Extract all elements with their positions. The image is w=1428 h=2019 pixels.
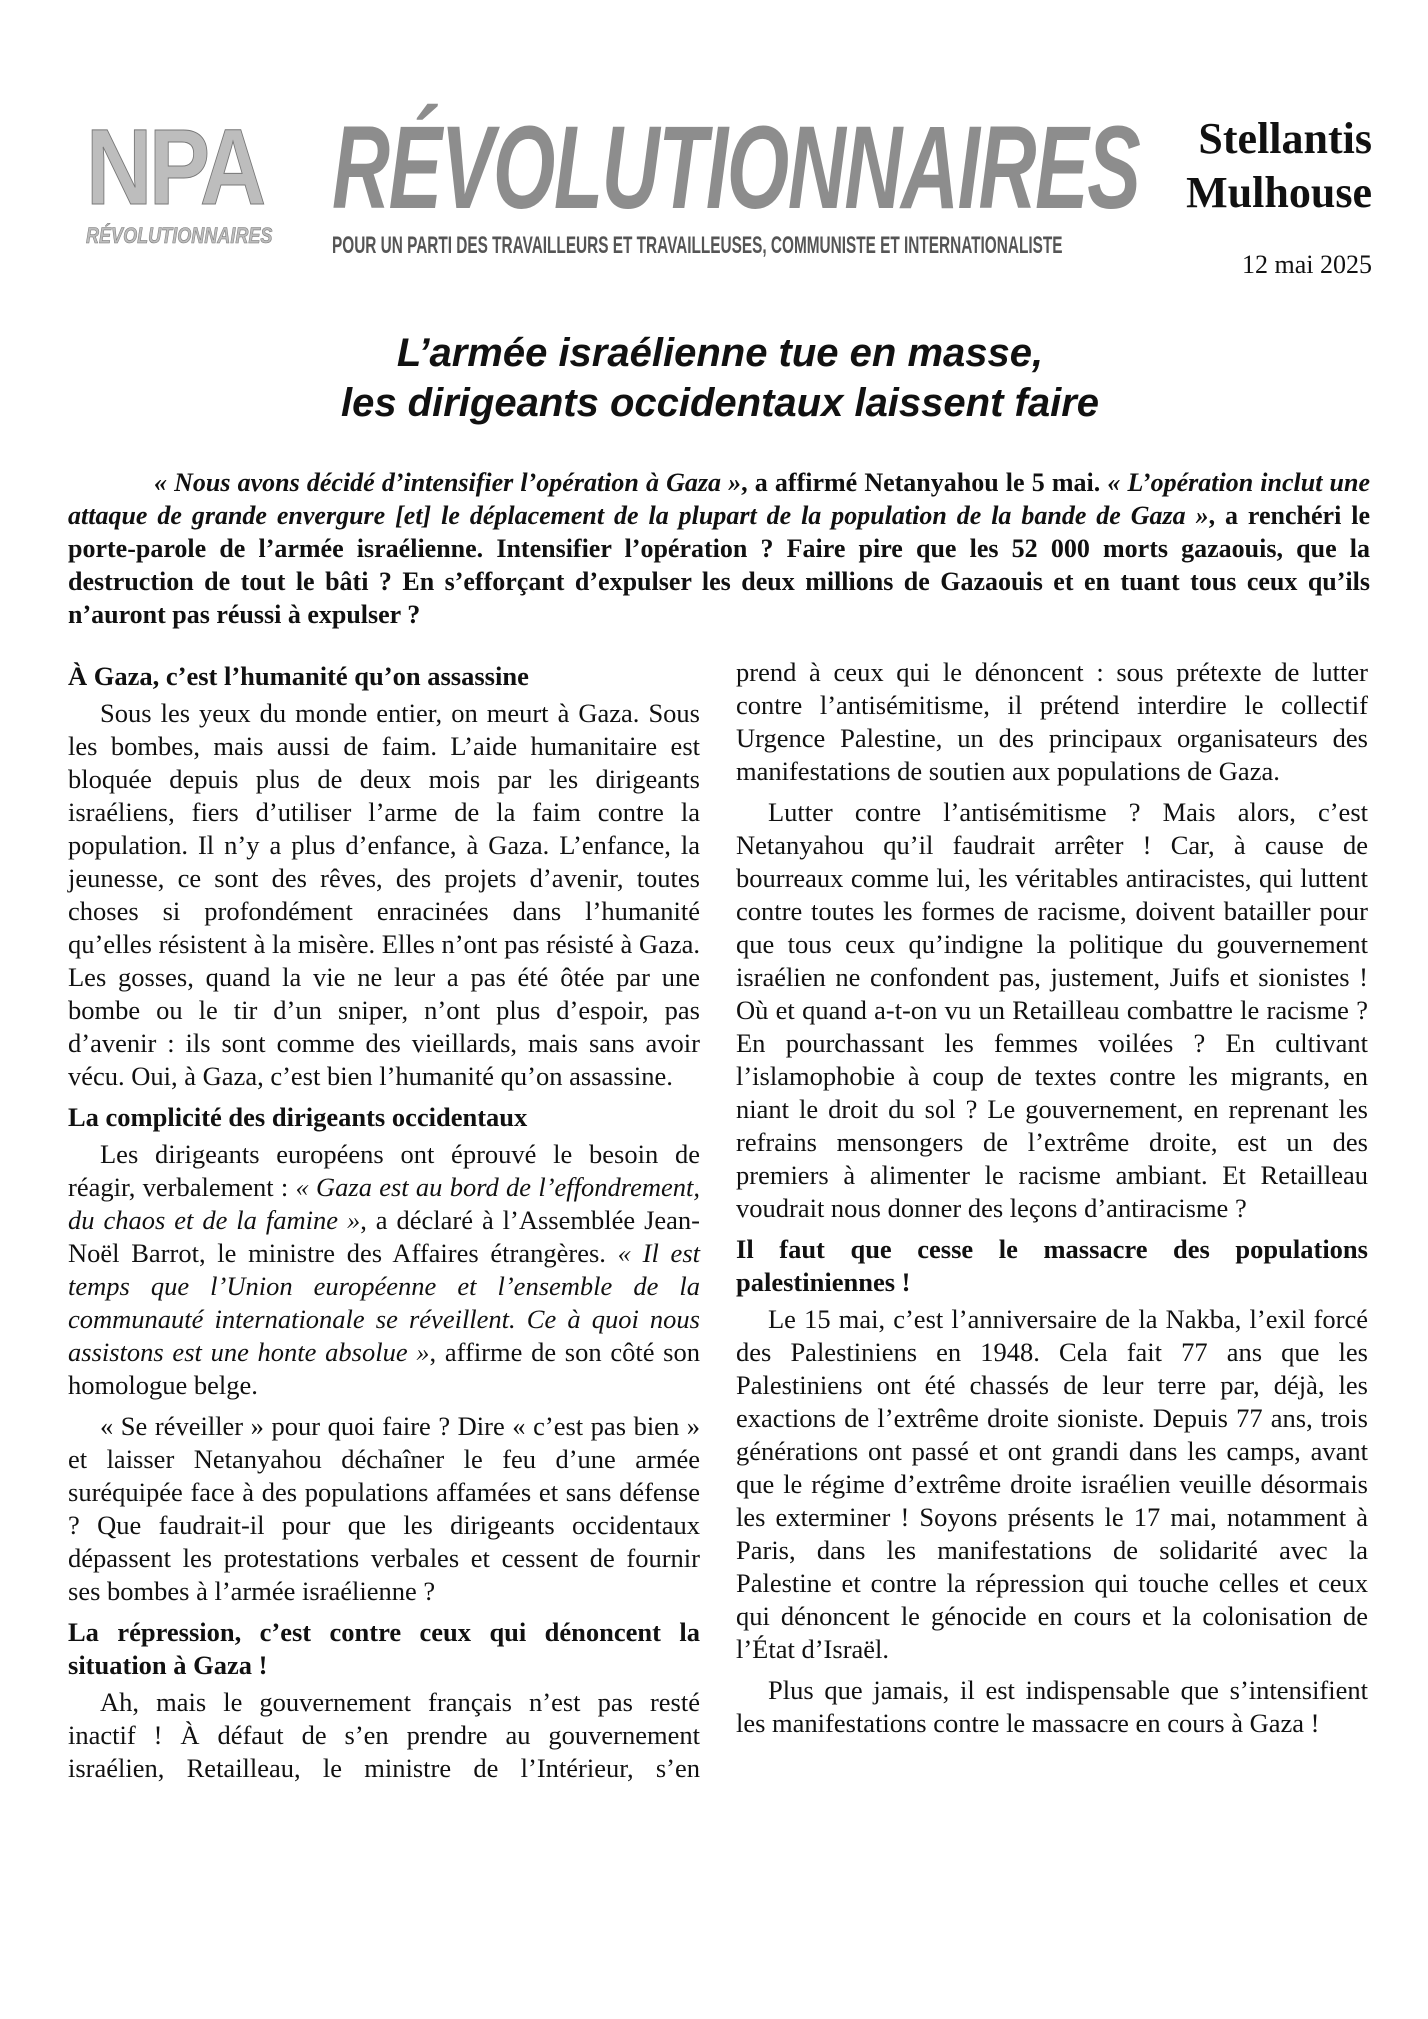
quote-belgian-minister: « Il est temps que l’Union européenne et l’ensemble de la communauté internationale se réveillent. Ce à quoi nous assistons est une honte absolue » [68,1238,700,1367]
section-3-paragraph-1-end: prend à ceux qui le dénoncent : sous prétexte de lutter contre l’antisémitisme, il prétend interdire le collectif Urgence Palestine, un des principaux organisateurs des manifestations de soutien aux populations de Gaza. [736,657,1368,786]
npa-logo [86,106,286,248]
quote-barrot: « Gaza est au bord de l’effondrement, du chaos et de la famine » [68,1172,700,1235]
lead-text-2: , a renchéri le porte-parole de l’armée israélienne. Intensifier l’opération ? Faire pire que les 52 000 morts gazaouis, que la destruction de tout le bâti ? En s’efforçant d’expulser les deux millions de Gazaouis et en tuant tous ceux qu’ils n’auront pas réussi à expulser ? [68,501,1370,629]
npa-logo-subtitle: RÉVOLUTIONNAIRES [86,223,273,248]
section-heading-2: La complicité des dirigeants occidentaux [68,1102,528,1132]
workplace-name [1186,112,1372,220]
workplace-line-1: Stellantis [1198,114,1372,163]
text-run: Les dirigeants européens ont éprouvé le besoin de réagir, verbalement : [68,1139,700,1202]
workplace-line-2: Mulhouse [1186,168,1372,217]
issue-date: 12 mai 2025 [1242,250,1372,279]
title-line-1: L’armée israélienne tue en masse, [396,331,1044,375]
section-2-paragraph-2: « Se réveiller » pour quoi faire ? Dire « c’est pas bien » et laisser Netanyahou déchaîner le feu d’une armée suréquipée face à des populations affamées et sans défense ? Que faudrait-il pour que les dirigeants occidentaux dépassent les protestations verbales et cessent de fournir ses bombes à l’armée israélienne ? [68,1411,700,1606]
section-3-paragraph-2: Lutter contre l’antisémitisme ? Mais alors, c’est Netanyahou qu’il faudrait arrêter ! Car, à cause de bourreaux comme lui, les véritables antiracistes, qui luttent contre toutes les formes de racisme, doivent batailler pour que tous ceux qu’indigne la politique du gouvernement israélien ne confondent pas, justement, Juifs et sionistes ! Où et quand a-t-on vu un Retailleau combattre le racisme ? En pourchassant les femmes voilées ? En cultivant l’islamophobie à coup de textes contre les migrants, en niant le droit du sol ? Le gouvernement, en reprenant les refrains mensongers de l’extrême droite, est un des premiers à alimenter le racisme ambiant. Et Retailleau voudrait nous donner des leçons d’antiracisme ? [736,797,1368,1223]
lead-text-1: , a affirmé Netanyahou le 5 mai. [741,468,1108,497]
right-column [736,656,1368,1748]
lead-quote-2: « L’opération inclut une attaque de grande envergure [et] le déplacement de la plupart de la population de la bande de Gaza » [68,468,1371,530]
section-heading-4: Il faut que cesse le massacre des populations palestiniennes ! [736,1234,1368,1297]
section-3-paragraph-1-start: Ah, mais le gouvernement français n’est pas resté inactif ! À défaut de s’en prendre au gouvernement israélien, Retailleau, le ministre de l’Intérieur, s’en [68,1687,700,1783]
section-heading-3: La répression, c’est contre ceux qui dénoncent la situation à Gaza ! [68,1617,700,1680]
page-title [60,328,1380,428]
masthead-tagline: POUR UN PARTI DES TRAVAILLEURS ET TRAVAILLEUSES, COMMUNISTE ET INTERNATIONALISTE [332,232,1063,259]
masthead-title: RÉVOLUTIONNAIRES [332,102,1140,234]
section-heading-1: À Gaza, c’est l’humanité qu’on assassine [68,661,529,691]
lead-paragraph [68,466,1370,631]
masthead [332,102,1140,260]
left-column [68,660,700,1793]
section-2-paragraph-1 [68,1138,700,1402]
title-line-2: les dirigeants occidentaux laissent faire [340,381,1100,425]
lead-quote-1: « Nous avons décidé d’intensifier l’opération à Gaza » [154,468,742,497]
section-4-paragraph-1: Le 15 mai, c’est l’anniversaire de la Nakba, l’exil forcé des Palestiniens en 1948. Cela fait 77 ans que les Palestiniens ont été chassés de leur terre par, déjà, les exactions de l’extrême droite sioniste. Depuis 77 ans, trois générations ont passé et ont grandi dans les camps, avant que le régime d’extrême droite israélien veuille désormais les exterminer ! Soyons présents le 17 mai, notamment à Paris, dans les manifestations de solidarité avec la Palestine et contre la répression qui touche celles et ceux qui dénoncent le génocide en cours et la colonisation de l’État d’Israël. [736,1304,1368,1664]
text-run: , affirme de son côté son homologue belge. [68,1337,700,1400]
section-1-paragraph: Sous les yeux du monde entier, on meurt à Gaza. Sous les bombes, mais aussi de faim. L’aide humanitaire est bloquée depuis plus de deux mois par les dirigeants israéliens, fiers d’utiliser l’arme de la faim contre la population. Il n’y a plus d’enfance, à Gaza. L’enfance, la jeunesse, ce sont des rêves, des projets d’avenir, toutes choses si profondément enracinées dans l’humanité qu’elles résistent à la misère. Elles n’ont pas résisté à Gaza. Les gosses, quand la vie ne leur a pas été ôtée par une bombe ou le tir d’un sniper, n’ont plus d’espoir, pas d’avenir : ils sont comme des vieillards, mais sans avoir vécu. Oui, à Gaza, c’est bien l’humanité qu’on assassine. [68,698,700,1091]
section-4-paragraph-2: Plus que jamais, il est indispensable que s’intensifient les manifestations contre le massacre en cours à Gaza ! [736,1675,1368,1738]
text-run: , a déclaré à l’Assemblée Jean-Noël Barrot, le ministre des Affaires étrangères. [68,1205,700,1268]
npa-logo-letters: NPA [86,106,263,227]
